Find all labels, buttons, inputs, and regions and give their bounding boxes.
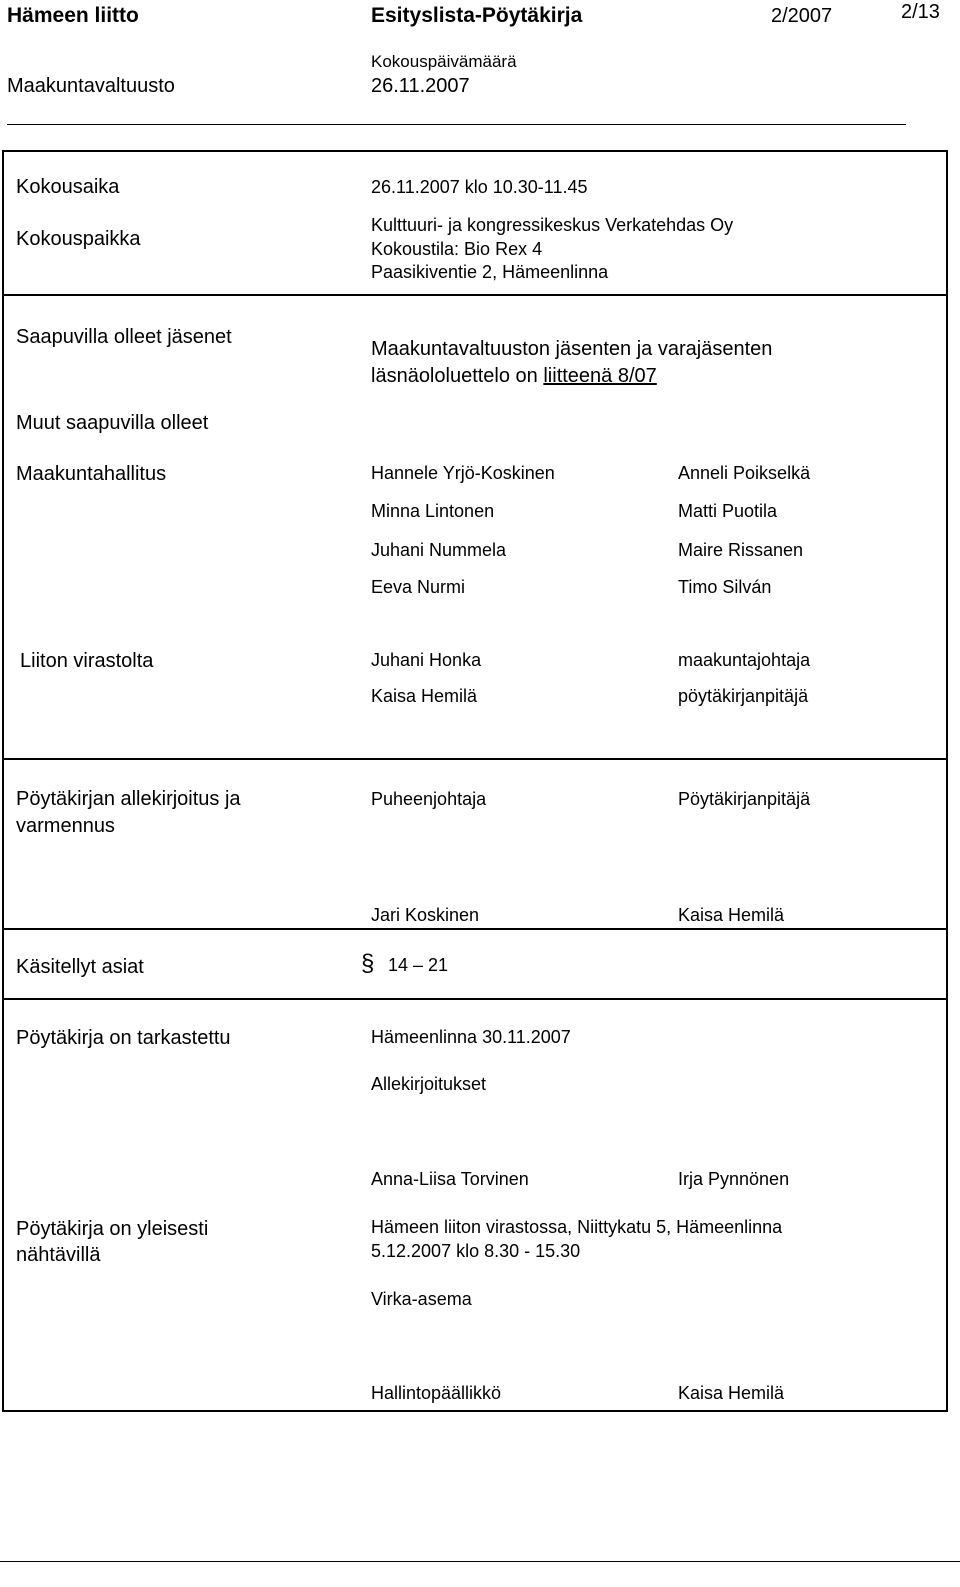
meeting-place-line-3: Paasikiventie 2, Hämeenlinna: [371, 262, 609, 282]
paragraph-symbol-icon: §: [361, 950, 375, 977]
board-member: Anneli Poikselkä: [678, 463, 811, 483]
public-place-line-2: 5.12.2007 klo 8.30 - 15.30: [371, 1241, 581, 1261]
position-label: Virka-asema: [371, 1289, 472, 1309]
signing-label-line-1: Pöytäkirjan allekirjoitus ja: [16, 788, 241, 810]
signatures-label: Allekirjoitukset: [371, 1074, 487, 1094]
checker-name: Irja Pynnönen: [678, 1169, 790, 1189]
check-label: Pöytäkirja on tarkastettu: [16, 1027, 231, 1049]
others-label: Muut saapuvilla olleet: [16, 412, 209, 434]
board-member: Minna Lintonen: [371, 501, 495, 521]
meeting-date: 26.11.2007: [371, 75, 470, 97]
chair-role: Puheenjohtaja: [371, 789, 487, 809]
board-member: Matti Puotila: [678, 501, 778, 521]
items-label: Käsitellyt asiat: [16, 956, 144, 978]
meeting-time-value: 26.11.2007 klo 10.30-11.45: [371, 177, 588, 197]
header-rule: [7, 124, 906, 125]
chair-name: Jari Koskinen: [371, 905, 480, 925]
organization-name: Hämeen liitto: [7, 4, 139, 27]
meeting-time-label: Kokousaika: [16, 176, 120, 198]
members-text-line-1: Maakuntavaltuuston jäsenten ja varajäsenten: [371, 338, 773, 360]
public-label-line-1: Pöytäkirja on yleisesti: [16, 1218, 209, 1240]
secretary-role: Pöytäkirjanpitäjä: [678, 789, 811, 809]
position-title: Hallintopäällikkö: [371, 1383, 502, 1403]
secretary-name: Kaisa Hemilä: [678, 905, 785, 925]
board-label: Maakuntahallitus: [16, 463, 167, 485]
footer-rule: [0, 1561, 960, 1562]
public-label-line-2: nähtävillä: [16, 1244, 101, 1266]
office-name: Juhani Honka: [371, 650, 482, 670]
signing-label-line-2: varmennus: [16, 815, 115, 837]
board-member: Hannele Yrjö-Koskinen: [371, 463, 555, 483]
check-public-box: [2, 998, 948, 1412]
board-member: Maire Rissanen: [678, 540, 804, 560]
body-name: Maakuntavaltuusto: [7, 75, 175, 97]
page-number: 2/13: [901, 1, 940, 23]
members-text-line-2: [371, 365, 657, 388]
board-member: Eeva Nurmi: [371, 577, 466, 597]
members-label: Saapuvilla olleet jäsenet: [16, 326, 232, 348]
items-value: 14 – 21: [388, 955, 449, 975]
board-member: Juhani Nummela: [371, 540, 507, 560]
attachment-link[interactable]: liitteenä 8/07: [543, 365, 657, 387]
document-number: 2/2007: [771, 5, 833, 27]
position-name: Kaisa Hemilä: [678, 1383, 785, 1403]
members-text-prefix: läsnäololuettelo on: [371, 365, 544, 387]
meeting-place-label: Kokouspaikka: [16, 228, 141, 250]
meeting-place-line-1: Kulttuuri- ja kongressikeskus Verkatehdas Oy: [371, 215, 734, 235]
public-place-line-1: Hämeen liiton virastossa, Niittykatu 5, Hämeenlinna: [371, 1217, 783, 1237]
office-role: maakuntajohtaja: [678, 650, 811, 670]
checker-name: Anna-Liisa Torvinen: [371, 1169, 529, 1189]
document-type: Esityslista-Pöytäkirja: [371, 4, 583, 27]
date-label: Kokouspäivämäärä: [371, 52, 517, 71]
office-name: Kaisa Hemilä: [371, 686, 478, 706]
board-member: Timo Silván: [678, 577, 772, 597]
office-role: pöytäkirjanpitäjä: [678, 686, 809, 706]
meeting-place-line-2: Kokoustila: Bio Rex 4: [371, 239, 543, 259]
office-label: Liiton virastolta: [20, 650, 154, 672]
check-place-date: Hämeenlinna 30.11.2007: [371, 1027, 571, 1047]
